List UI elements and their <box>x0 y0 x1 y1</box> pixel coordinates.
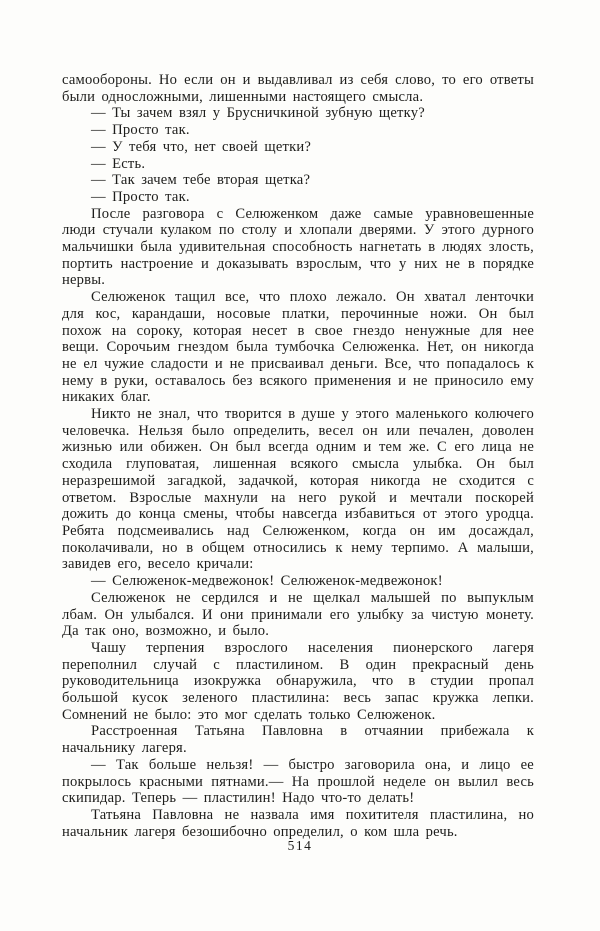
dialogue-line: — Селюженок-медвежонок! Селюженок-медвежонок! <box>91 573 443 590</box>
dialogue-line: — Есть. <box>91 155 146 172</box>
paragraph: самообороны. Но если он и выдавливал из себя слово, то его ответы были односложными, лишенными настоящего смысла. <box>62 72 534 105</box>
page-number: 514 <box>287 838 313 853</box>
paragraph: Селюженок тащил все, что плохо лежало. Он хватал ленточки для кос, карандаши, носовые платки, перочинные ножи. Он был похож на сороку, которая несет в свое гнездо ненужные для нее вещи. Сорочьим гнездом была тумбочка Селюженка. Нет, он никогда не ел чужие сладости и не присваивал деньги. Все, что попадалось к нему в руки, оставалось без всякого применения и не приносило ему никаких благ. <box>62 289 534 406</box>
dialogue-line: — Так больше нельзя! — быстро заговорила она, и лицо ее покрылось красными пятнами.— На прошлой неделе он вылил весь скипидар. Теперь — пластилин! Надо что-то делать! <box>62 756 534 807</box>
dialogue-line: — Ты зачем взял у Брусничкиной зубную щетку? <box>91 105 425 122</box>
dialogue-line: — У тебя что, нет своей щетки? <box>91 138 312 155</box>
paragraph: Расстроенная Татьяна Павловна в отчаянии прибежала к начальнику лагеря. <box>62 723 534 757</box>
page-text <box>62 72 534 840</box>
dialogue-line: — Так зачем тебе вторая щетка? <box>91 172 311 189</box>
paragraph: Чашу терпения взрослого населения пионерского лагеря переполнил случай с пластилином. В один прекрасный день руководительница изокружка обнаружила, что в студии пропал большой кусок зеленого пластилина: весь запас кружка лепки. Сомнений не было: это мог сделать только Селюженок. <box>62 639 534 723</box>
paragraph: Никто не знал, что творится в душе у этого маленького колючего человечка. Нельзя было определить, весел он или печален, доволен жизнью или обижен. Он был всегда одним и тем же. С его лица не сходила глуповатая, лишенная всякого смысла улыбка. Он был неразрешимой загадкой, задачкой, которая никогда не сходится с ответом. Взрослые махнули на него рукой и мечтали поскорей дожить до конца смены, чтобы навсегда избавиться от этого уродца. Ребята подсмеивались над Селюженком, когда он им досаждал, поколачивали, но в общем относились к нему терпимо. А малыши, завидев его, весело кричали: <box>62 406 534 573</box>
paragraph: После разговора с Селюженком даже самые уравновешенные люди стучали кулаком по столу и хлопали дверями. У этого дурного мальчишки была удивительная способность нагнетать в людях злость, портить настроение и доказывать взрослым, что у них не в порядке нервы. <box>62 205 534 289</box>
paragraph: Татьяна Павловна не назвала имя похитителя пластилина, но начальник лагеря безошибочно определил, о ком шла речь. <box>62 806 534 840</box>
paragraph: Селюженок не сердился и не щелкал малышей по выпуклым лбам. Он улыбался. И они принимали его улыбку за чистую монету. Да так оно, возможно, и было. <box>62 589 534 640</box>
dialogue-line: — Просто так. <box>91 188 190 205</box>
dialogue-line: — Просто так. <box>91 122 190 139</box>
